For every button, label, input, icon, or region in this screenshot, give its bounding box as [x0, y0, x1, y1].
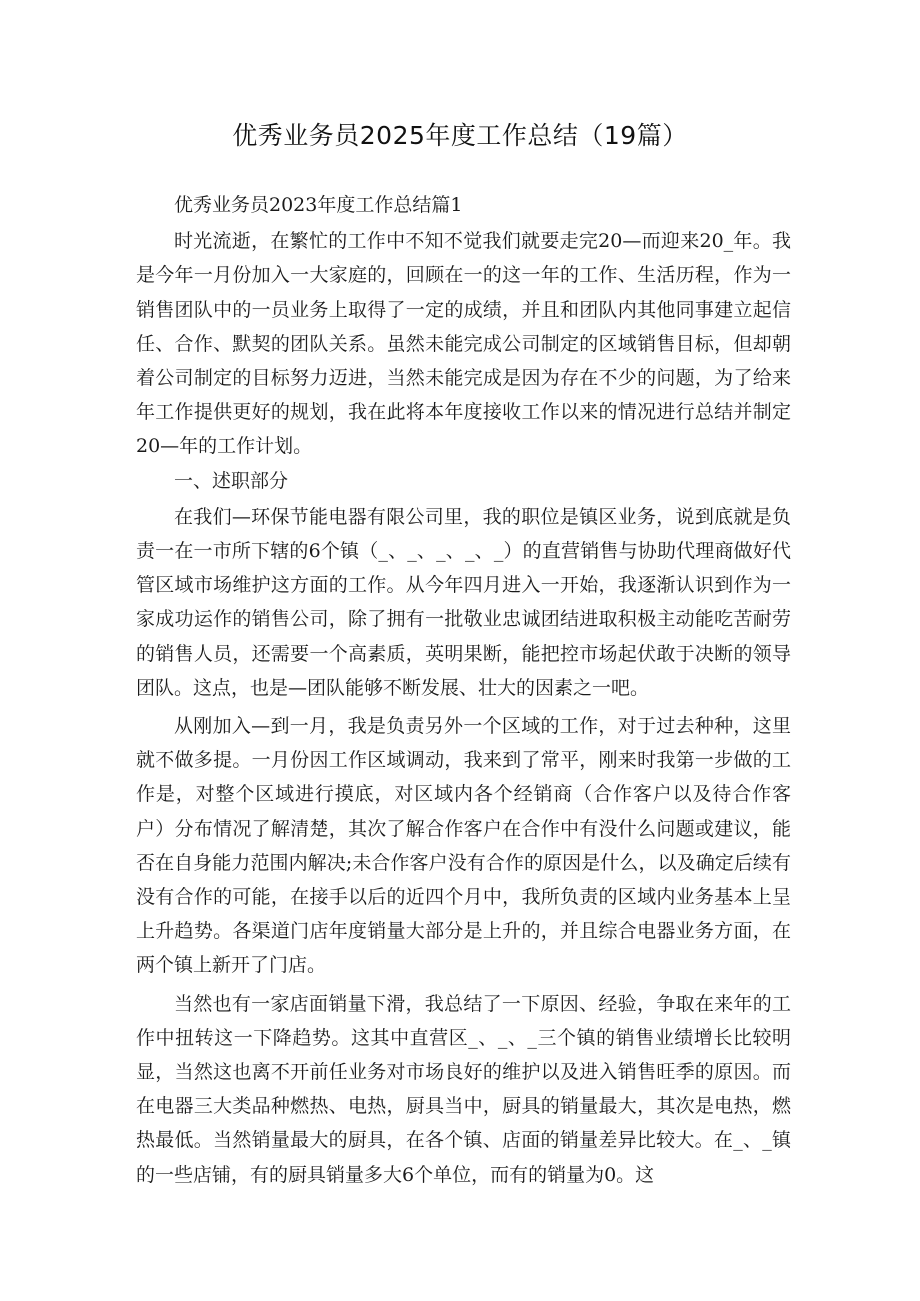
article-heading: 优秀业务员2023年度工作总结篇1 — [174, 194, 463, 216]
document-title: 优秀业务员2025年度工作总结（19篇） — [232, 121, 688, 150]
section-heading: 一、述职部分 — [174, 469, 289, 492]
paragraph-intro: 时光流逝，在繁忙的工作中不知不觉我们就要走完20—而迎来20_年。我是今年一月份加入一大家庭的，回顾在一的这一年的工作、生活历程，作为一销售团队中的一员业务上取得了一定的成绩，并且和团队内其他同事建立起信任、合作、默契的团队关系。虽然未能完成公司制定的区域销售目标，但却朝着公司制定的目标努力迈进，当然未能完成是因为存在不少的问题，为了给来年工作提供更好的规划，我在此将本年度接收工作以来的情况进行总结并制定20—年的工作计划。 — [136, 230, 791, 458]
paragraph-position: 在我们—环保节能电器有限公司里，我的职位是镇区业务，说到底就是负责一在一市所下辖的6个镇（_、_、_、_、_）的直营销售与协助代理商做好代管区域市场维护这方面的工作。从今年四月进入一开始，我逐渐认识到作为一家成功运作的销售公司，除了拥有一批敬业忠诚团结进取积极主动能吃苦耐劳的销售人员，还需要一个高素质，英明果断，能把控市场起伏敢于决断的领导团队。这点，也是—团队能够不断发展、壮大的因素之一吧。 — [136, 505, 791, 699]
paragraph-work-history: 从刚加入—到一月，我是负责另外一个区域的工作，对于过去种种，这里就不做多提。一月份因工作区域调动，我来到了常平，刚来时我第一步做的工作是，对整个区域进行摸底，对区域内各个经销商（合作客户以及待合作客户）分布情况了解清楚，其次了解合作客户在合作中有没什么问题或建议，能否在自身能力范围内解决;未合作客户没有合作的原因是什么，以及确定后续有没有合作的可能，在接手以后的近四个月中，我所负责的区域内业务基本上呈上升趋势。各渠道门店年度销量大部分是上升的，并且综合电器业务方面，在两个镇上新开了门店。 — [136, 715, 791, 977]
document-body — [136, 188, 791, 1192]
paragraph-sales-analysis: 当然也有一家店面销量下滑，我总结了一下原因、经验，争取在来年的工作中扭转这一下降趋势。这其中直营区_、_、_三个镇的销售业绩增长比较明显，当然这也离不开前任业务对市场良好的维护以及进入销售旺季的原因。而在电器三大类品种燃热、电热，厨具当中，厨具的销量最大，其次是电热，燃热最低。当然销量最大的厨具，在各个镇、店面的销量差异比较大。在_、_镇的一些店铺，有的厨具销量多大6个单位，而有的销量为0。这 — [136, 992, 791, 1186]
